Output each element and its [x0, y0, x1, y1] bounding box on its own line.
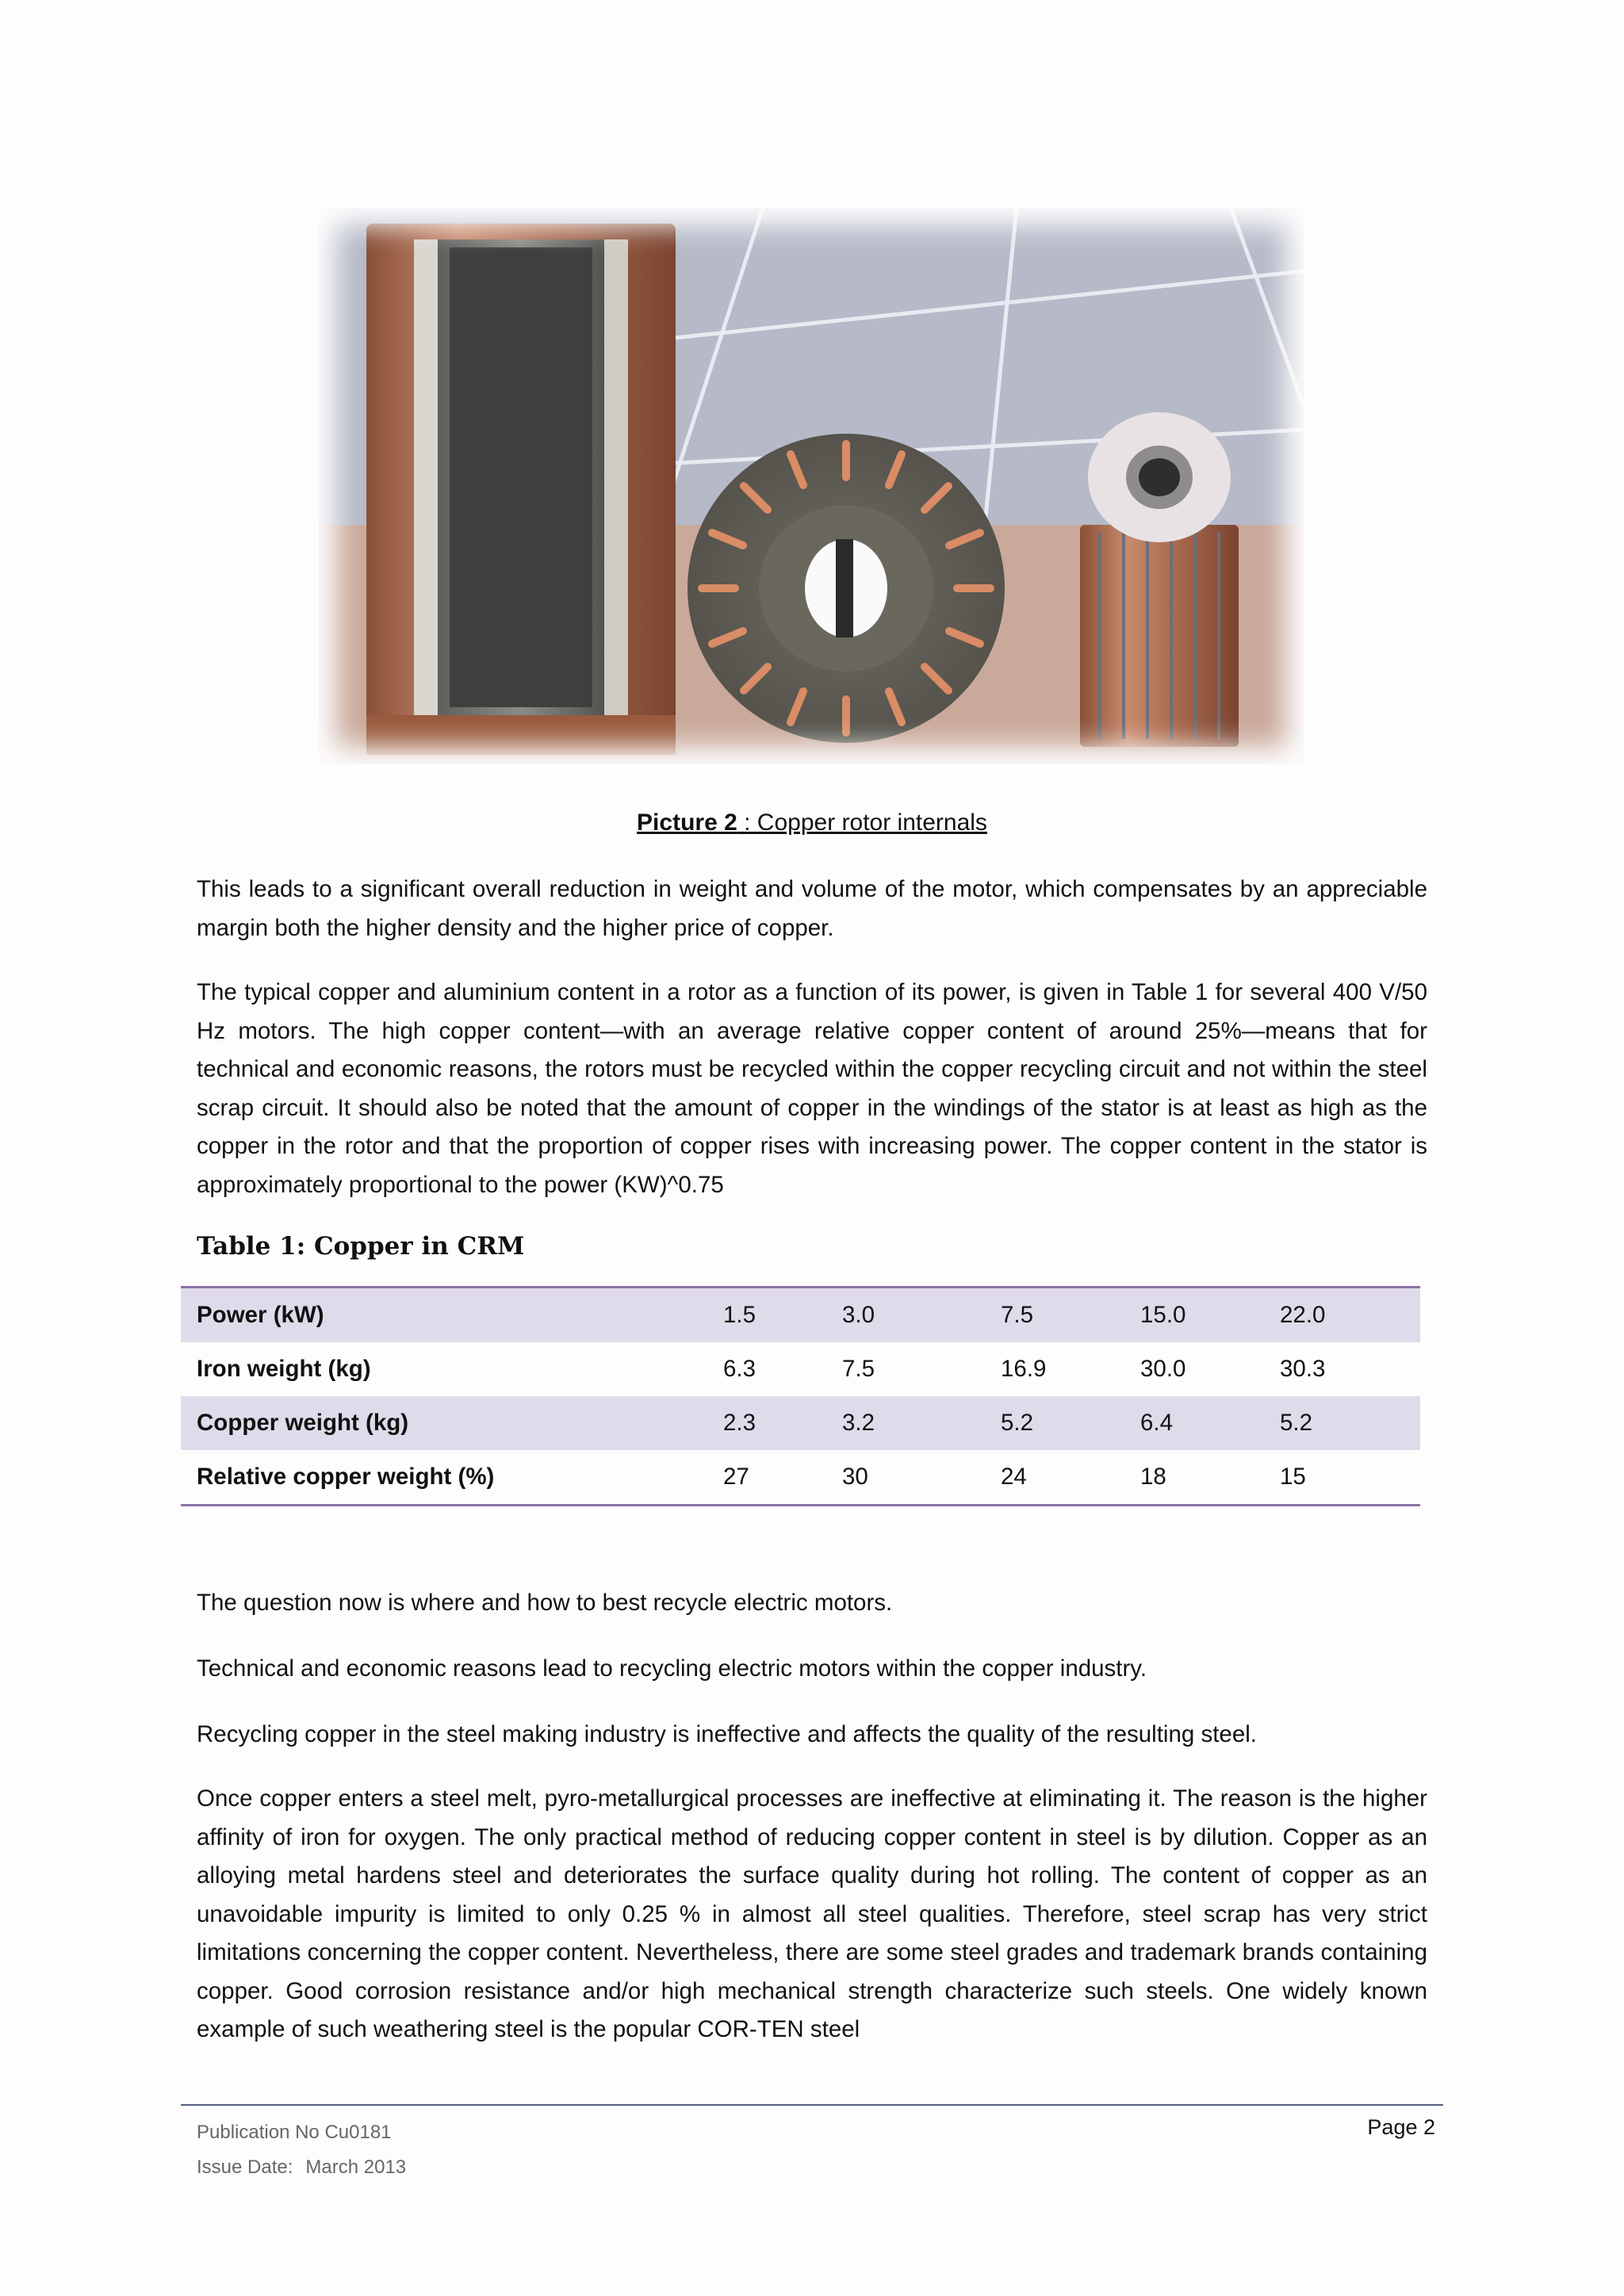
table-row — [181, 1342, 1420, 1396]
row-label: Power (kW) — [181, 1288, 723, 1343]
table-cell: 24 — [1001, 1464, 1027, 1490]
table-cell: 2.3 — [723, 1396, 842, 1450]
copper-in-crm-table — [181, 1286, 1420, 1506]
table-cell: 30 — [842, 1464, 868, 1490]
publication-number: Cu0181 — [324, 2122, 392, 2143]
table-cell: 30.3 — [1280, 1356, 1326, 1382]
row-label: Iron weight (kg) — [197, 1356, 371, 1382]
copper-rotor-photo — [319, 208, 1304, 764]
table-cell: 3.2 — [842, 1396, 1001, 1450]
table-row — [181, 1450, 1420, 1506]
issue-date-label: Issue Date: — [197, 2156, 293, 2178]
paragraph-question: The question now is where and how to best recycle electric motors. — [197, 1590, 893, 1616]
row-label: Relative copper weight (%) — [197, 1464, 495, 1490]
table-row — [181, 1288, 1420, 1343]
table-cell: 27 — [723, 1464, 749, 1490]
paragraph-copper-content: The typical copper and aluminium content in a rotor as a function of its power, is given in Table 1 for several 400 V/50 Hz motors. The high copper content—with an average relative copper content of around 25%—means that for technical and economic reasons, the rotors must be recycled within the copper recycling circuit and not within the steel scrap circuit. It should also be noted that the amount of copper in the windings of the stator is at least as high as the copper in the rotor and that the proportion of copper rises with increasing power. The copper content in the stator is approximately proportional to the power (KW)^0.75 — [197, 979, 1427, 1198]
paragraph-steel-melt: Once copper enters a steel melt, pyro-metallurgical processes are ineffective at eliminating it. The reason is the higher affinity of iron for oxygen. The only practical method of reducing copper content in steel is by dilution. Copper as an alloying metal hardens steel and deteriorates the surface quality during hot rolling. The content of copper as an unavoidable impurity is limited to only 0.25 % in almost all steel qualities. Therefore, steel scrap has very strict limitations concerning the copper content. Nevertheless, there are some steel grades and trademark brands containing copper. Good corrosion resistance and/or high mechanical strength characterize such steels. One widely known example of such weathering steel is the popular COR-TEN steel — [197, 1785, 1427, 2042]
row-label: Copper weight (kg) — [181, 1396, 723, 1450]
publication-label: Publication No — [197, 2122, 320, 2143]
table-cell: 3.0 — [842, 1288, 1001, 1343]
caption-label: Picture 2 — [637, 809, 737, 836]
paragraph-intro: This leads to a significant overall reduction in weight and volume of the motor, which compensates by an appreciable margin both the higher density and the higher price of copper. — [197, 876, 1427, 941]
paragraph-technical-reasons: Technical and economic reasons lead to recycling electric motors within the copper industry. — [197, 1655, 1147, 1682]
footer-publication-info — [197, 2115, 406, 2185]
issue-date-line — [197, 2150, 406, 2185]
table-cell: 5.2 — [1001, 1396, 1140, 1450]
issue-date: March 2013 — [305, 2156, 407, 2178]
copper-rotor-illustration — [319, 208, 1304, 764]
table-row — [181, 1396, 1420, 1450]
table-cell: 15 — [1280, 1464, 1306, 1490]
table-cell: 7.5 — [842, 1356, 875, 1382]
publication-line — [197, 2115, 406, 2150]
table-cell: 7.5 — [1001, 1288, 1140, 1343]
paragraph-steel-recycling: Recycling copper in the steel making industry is ineffective and affects the quality of the resulting steel. — [197, 1721, 1257, 1747]
footer-rule — [181, 2104, 1443, 2106]
table-cell: 6.3 — [723, 1356, 756, 1382]
figure-caption — [0, 807, 1624, 839]
table-cell: 18 — [1140, 1464, 1166, 1490]
table-cell: 1.5 — [723, 1288, 842, 1343]
table-cell: 30.0 — [1140, 1356, 1186, 1382]
table-title: Table 1: Copper in CRM — [197, 1232, 525, 1261]
page-number: Page 2 — [1367, 2115, 1435, 2139]
table-cell: 15.0 — [1140, 1288, 1280, 1343]
table-cell: 5.2 — [1280, 1396, 1420, 1450]
table-cell: 16.9 — [1001, 1356, 1047, 1382]
table-cell: 22.0 — [1280, 1288, 1420, 1343]
table-cell: 6.4 — [1140, 1396, 1280, 1450]
caption-text: : Copper rotor internals — [737, 809, 987, 836]
